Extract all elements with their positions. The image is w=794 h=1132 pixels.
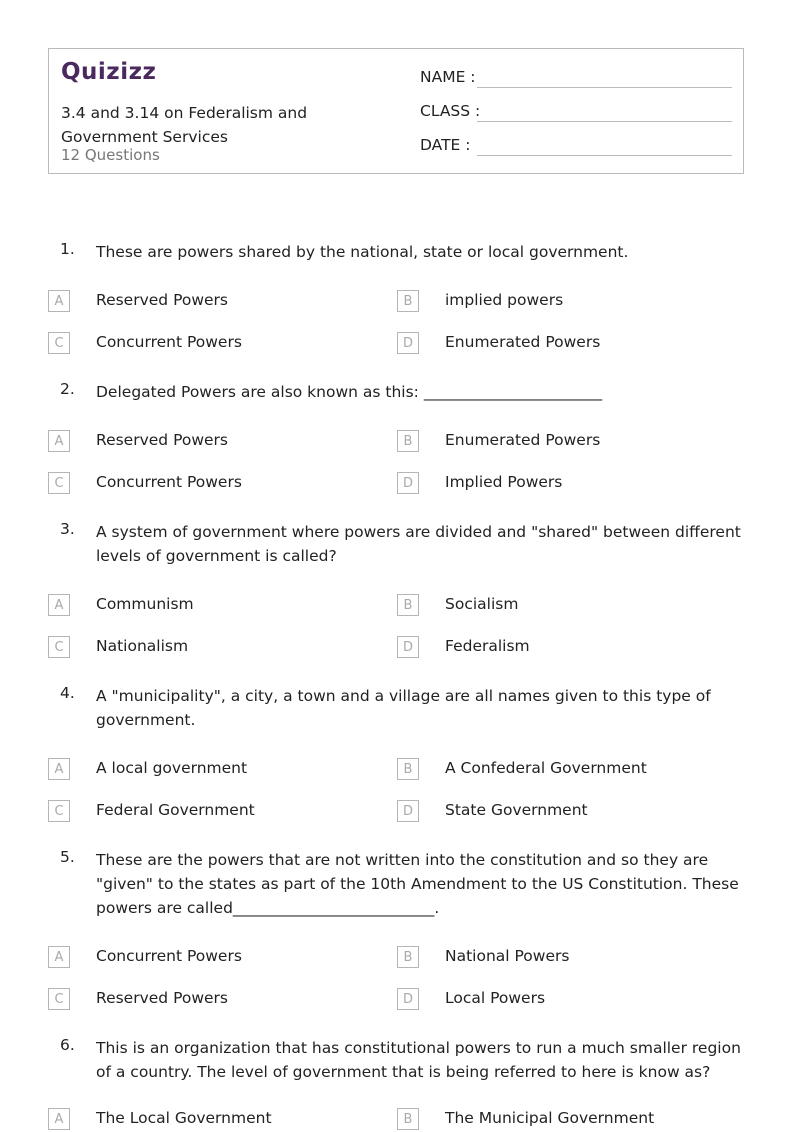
option-letter-box: A xyxy=(48,946,70,968)
option-label: The Municipal Government xyxy=(445,1109,655,1127)
name-line xyxy=(477,87,732,88)
option-label: Implied Powers xyxy=(445,473,563,491)
option-letter-box: C xyxy=(48,472,70,494)
option-letter-box: D xyxy=(397,800,419,822)
option-label: Nationalism xyxy=(96,637,189,655)
option-letter-box: B xyxy=(397,946,419,968)
option-letter-box: B xyxy=(397,594,419,616)
option-letter-box: B xyxy=(397,758,419,780)
option-letter-box: D xyxy=(397,636,419,658)
option-letter-box: D xyxy=(397,332,419,354)
option-label: A Confederal Government xyxy=(445,759,647,777)
date-label: DATE : xyxy=(420,136,471,154)
option-letter-box: A xyxy=(48,758,70,780)
option-letter-box: C xyxy=(48,332,70,354)
option-letter-box: A xyxy=(48,1108,70,1130)
name-label: NAME : xyxy=(420,68,476,86)
question-text: These are the powers that are not written into the constitution and so they are "given" to the states as part of the 10th Amendment to the US Constitution. These powers are called__________________________. xyxy=(96,851,739,917)
worksheet-title: 3.4 and 3.14 on Federalism and Government Services xyxy=(61,104,308,146)
option-label: Reserved Powers xyxy=(96,989,229,1007)
option-label: State Government xyxy=(445,801,588,819)
option-label: Reserved Powers xyxy=(96,291,229,309)
option-letter-box: D xyxy=(397,472,419,494)
option-label: Federalism xyxy=(445,637,530,655)
option-label: Enumerated Powers xyxy=(445,333,601,351)
option-letter-box: C xyxy=(48,800,70,822)
option-label: A local government xyxy=(96,759,248,777)
option-letter-box: B xyxy=(397,430,419,452)
question-count: 12 Questions xyxy=(61,146,160,164)
option-label: National Powers xyxy=(445,947,570,965)
option-letter-box: A xyxy=(48,290,70,312)
class-label: CLASS : xyxy=(420,102,481,120)
class-field xyxy=(420,102,480,120)
worksheet-header xyxy=(48,48,744,174)
question-number: 3. xyxy=(60,520,75,538)
option-letter-box: B xyxy=(397,1108,419,1130)
date-field xyxy=(420,136,470,154)
option-label: The Local Government xyxy=(96,1109,272,1127)
class-line xyxy=(477,121,732,122)
question-number: 5. xyxy=(60,848,75,866)
option-label: Communism xyxy=(96,595,194,613)
option-letter-box: D xyxy=(397,988,419,1010)
question-text: This is an organization that has constitutional powers to run a much smaller region of a country. The level of government that is being referred to here is know as? xyxy=(96,1039,741,1081)
question-number: 6. xyxy=(60,1036,75,1054)
option-label: Concurrent Powers xyxy=(96,473,242,491)
question-text: Delegated Powers are also known as this: _______________________ xyxy=(96,383,603,401)
option-label: Enumerated Powers xyxy=(445,431,601,449)
option-label: Reserved Powers xyxy=(96,431,229,449)
quizizz-logo: Quizizz xyxy=(61,59,157,85)
question-number: 4. xyxy=(60,684,75,702)
option-label: implied powers xyxy=(445,291,564,309)
option-label: Federal Government xyxy=(96,801,255,819)
option-label: Socialism xyxy=(445,595,519,613)
option-letter-box: C xyxy=(48,988,70,1010)
question-text: A system of government where powers are divided and "shared" between different levels of government is called? xyxy=(96,523,741,565)
question-text: These are powers shared by the national, state or local government. xyxy=(96,243,629,261)
option-label: Local Powers xyxy=(445,989,546,1007)
option-letter-box: A xyxy=(48,430,70,452)
option-letter-box: A xyxy=(48,594,70,616)
option-letter-box: B xyxy=(397,290,419,312)
option-label: Concurrent Powers xyxy=(96,947,242,965)
date-line xyxy=(477,155,732,156)
question-text: A "municipality", a city, a town and a village are all names given to this type of government. xyxy=(96,687,711,729)
option-letter-box: C xyxy=(48,636,70,658)
option-label: Concurrent Powers xyxy=(96,333,242,351)
name-field xyxy=(420,68,476,86)
question-number: 2. xyxy=(60,380,75,398)
question-number: 1. xyxy=(60,240,75,258)
